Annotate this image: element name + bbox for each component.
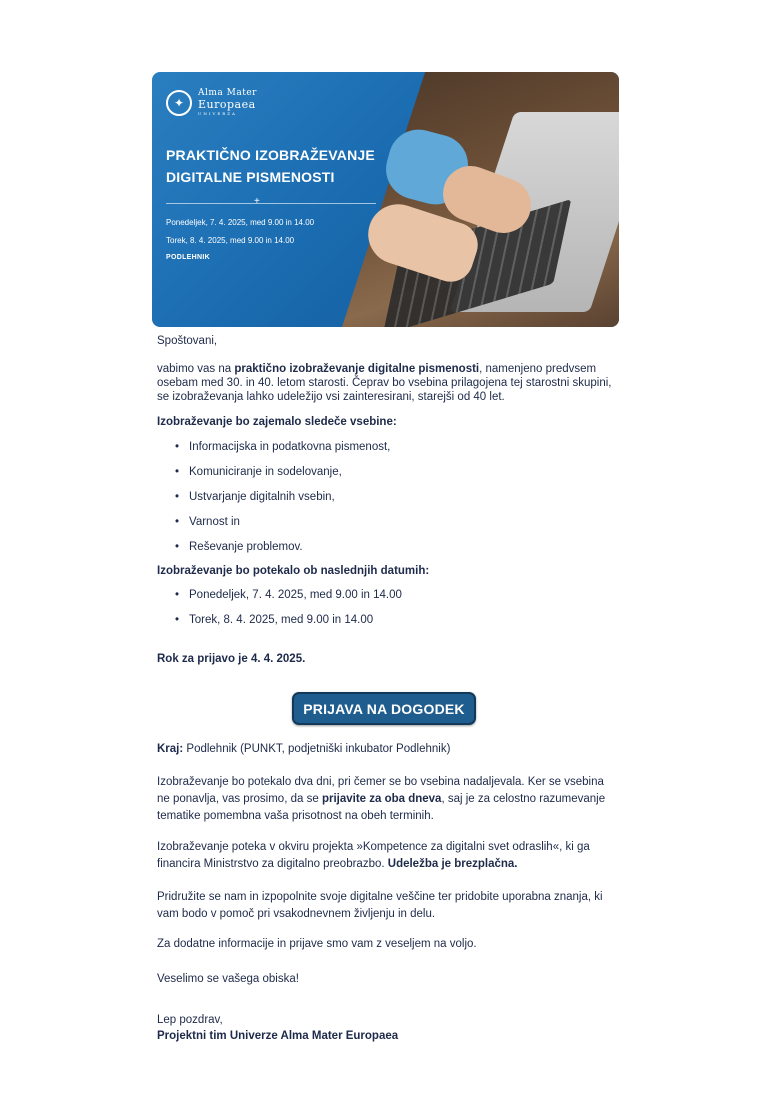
intro-paragraph: [157, 362, 617, 404]
paragraph-text: Izobraževanje poteka v okviru projekta »Kompetence za digitalni svet odraslih«, ki ga financira Ministrstvo za digitalno preobrazbo.: [157, 841, 590, 870]
banner-title: [166, 144, 375, 188]
topics-list: [157, 440, 617, 565]
university-logo-icon: ✦: [166, 90, 192, 116]
banner-title-line: PRAKTIČNO IZOBRAŽEVANJE: [166, 147, 375, 163]
location-label: Kraj:: [157, 743, 184, 755]
greeting: Spoštovani,: [157, 335, 218, 347]
signature: Projektni tim Univerze Alma Mater Europaea: [157, 1030, 399, 1042]
intro-text: , namenjeno predvsem osebam med 30. in 40. letom starosti. Čeprav bo vsebina prilagojena tej starostni skupini, se izobraževanja lahko udeležijo vsi zainteresirani, starejši od 40 let.: [157, 363, 612, 403]
logo-line: Alma Mater: [198, 88, 257, 98]
banner-date: Torek, 8. 4. 2025, med 9.00 in 14.00: [166, 236, 295, 245]
dates-heading: Izobraževanje bo potekalo ob naslednjih datumih:: [157, 565, 430, 577]
banner-divider-symbol: +: [254, 196, 260, 207]
banner-title-line: DIGITALNE PISMENOSTI: [166, 169, 335, 185]
banner-location: PODLEHNIK: [166, 254, 210, 261]
project-paragraph: [157, 839, 617, 873]
banner-date: Ponedeljek, 7. 4. 2025, med 9.00 in 14.00: [166, 218, 315, 227]
registration-deadline: Rok za prijavo je 4. 4. 2025.: [157, 653, 306, 665]
paragraph-bold-text: Udeležba je brezplačna.: [387, 858, 518, 870]
list-item: • Informacijska in podatkovna pismenost,: [157, 440, 617, 465]
looking-forward-paragraph: Veselimo se vašega obiska!: [157, 973, 299, 985]
banner-divider: [166, 203, 376, 204]
join-paragraph: Pridružite se nam in izpopolnite svoje digitalne veščine ter pridobite uporabna znanja, ki vam bodo v pomoč pri vsakodnevnem življenju in delu.: [157, 891, 603, 920]
list-item: • Ponedeljek, 7. 4. 2025, med 9.00 in 14.00: [157, 588, 617, 613]
university-logo-text: [198, 89, 257, 116]
list-item: • Torek, 8. 4. 2025, med 9.00 in 14.00: [157, 613, 617, 638]
info-paragraph: Za dodatne informacije in prijave smo vam z veseljem na voljo.: [157, 938, 477, 950]
register-event-button[interactable]: PRIJAVA NA DOGODEK: [292, 692, 476, 725]
intro-text: vabimo vas na: [157, 363, 235, 375]
list-item: • Varnost in: [157, 515, 617, 540]
logo-line: UNIVERZA: [198, 111, 237, 116]
paragraph-text: , saj je za celostno razumevanje tematike pomembna vaša prisotnost na obeh terminih.: [157, 793, 606, 822]
event-banner: [152, 72, 619, 327]
topics-heading: Izobraževanje bo zajemalo sledeče vsebine:: [157, 416, 397, 428]
list-item: • Reševanje problemov.: [157, 540, 617, 565]
intro-bold-text: praktično izobraževanje digitalne pismenosti: [234, 363, 480, 375]
closing-line: Lep pozdrav,: [157, 1014, 223, 1026]
paragraph-text: Izobraževanje bo potekalo dva dni, pri čemer se bo vsebina nadaljevala. Ker se vsebina ne ponavlja, vas prosimo, da se: [157, 776, 604, 805]
dates-list: [157, 588, 617, 638]
location-value: Podlehnik (PUNKT, podjetniški inkubator Podlehnik): [183, 743, 451, 755]
list-item: • Komuniciranje in sodelovanje,: [157, 465, 617, 490]
two-days-paragraph: [157, 774, 617, 825]
logo-line: Europaea: [198, 98, 256, 111]
location-line: [157, 742, 617, 756]
paragraph-bold-text: prijavite za oba dneva: [321, 793, 442, 805]
list-item: • Ustvarjanje digitalnih vsebin,: [157, 490, 617, 515]
